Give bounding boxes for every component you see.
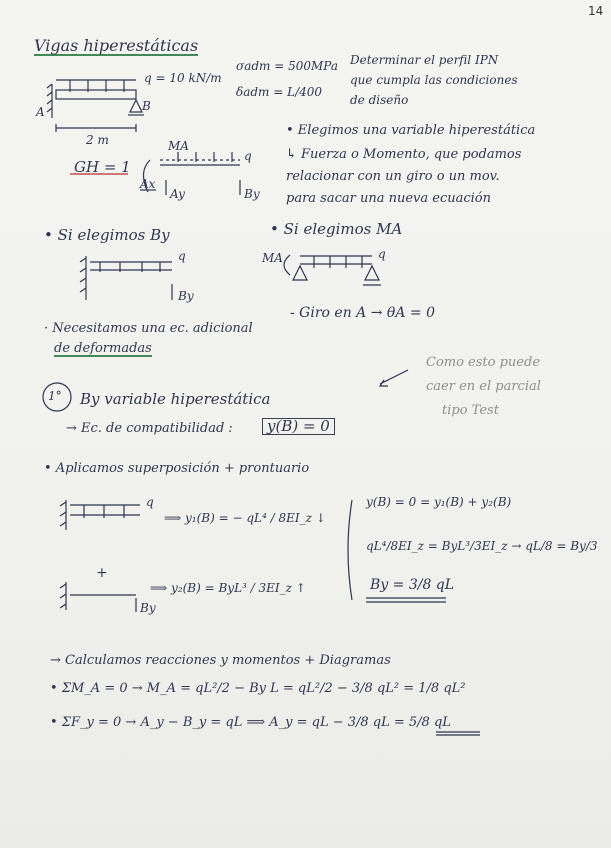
beam-label-a: A: [36, 105, 45, 119]
fbd-by: By: [244, 187, 260, 201]
sigma-adm: σadm = 500MPa: [236, 59, 338, 73]
page-number: 14: [588, 4, 604, 18]
option-by-note-1: · Necesitamos una ec. adicional: [44, 321, 253, 336]
gh-label: GH = 1: [74, 158, 131, 176]
result-line-3: By = 3/8 qL: [370, 577, 455, 593]
delta-adm: δadm = L/400: [236, 85, 323, 99]
choice-line-1: • Elegimos una variable hiperestática: [286, 123, 536, 138]
beam-load-label: q = 10 kN/m: [144, 71, 222, 85]
option-ma-note: - Giro en A → θA = 0: [290, 305, 435, 321]
step-number: 1°: [48, 389, 62, 403]
task-line-1: Determinar el perfil IPN: [350, 53, 499, 67]
fbd-q: q: [244, 149, 252, 163]
result-line-1: y(B) = 0 = y₁(B) + y₂(B): [366, 495, 512, 509]
page-title: Vigas hiperestáticas: [34, 36, 199, 55]
superposition-by: By: [140, 601, 156, 615]
beam-length-label: 2 m: [86, 133, 109, 147]
fbd-ax: Ax: [140, 177, 156, 191]
option-by-q: q: [178, 249, 186, 263]
task-line-3: de diseño: [350, 93, 409, 107]
reactions-title: → Calculamos reacciones y momentos + Diagramas: [50, 653, 391, 668]
beam-label-b: B: [142, 99, 151, 113]
compat-equation: y(B) = 0: [262, 418, 335, 435]
pencil-note-3: tipo Test: [442, 403, 499, 418]
option-ma-title: • Si elegimos MA: [270, 220, 403, 238]
compat-label: → Ec. de compatibilidad :: [66, 421, 233, 436]
step-title: By variable hiperestática: [80, 390, 271, 408]
fbd-ay: Ay: [170, 187, 185, 201]
choice-line-3: relacionar con un giro o un mov.: [286, 169, 500, 184]
choice-line-2: ↳ Fuerza o Momento, que podamos: [286, 147, 522, 162]
superposition-title: • Aplicamos superposición + prontuario: [44, 461, 310, 476]
superposition-eq1: ⟹ y₁(B) = − qL⁴ / 8EI_z ↓: [164, 511, 326, 525]
pencil-note-1: Como esto puede: [426, 355, 541, 370]
option-by-by: By: [178, 289, 194, 303]
reaction-moment: • ΣM_A = 0 → M_A = qL²/2 − By L = qL²/2 − 3/8 qL² = 1/8 qL²: [50, 681, 466, 696]
superposition-eq2: ⟹ y₂(B) = ByL³ / 3EI_z ↑: [150, 581, 306, 595]
option-by-title: • Si elegimos By: [44, 226, 170, 244]
choice-line-4: para sacar una nueva ecuación: [286, 191, 491, 206]
superposition-q: q: [146, 495, 154, 509]
pencil-note-2: caer en el parcial: [426, 379, 541, 394]
task-line-2: que cumpla las condiciones: [350, 73, 518, 87]
result-line-2: qL⁴/8EI_z = ByL³/3EI_z → qL/8 = By/3: [366, 539, 598, 553]
superposition-plus: +: [96, 565, 108, 581]
option-by-note-2: de deformadas: [54, 341, 152, 356]
fbd-ma: MA: [168, 139, 189, 153]
option-ma-q: q: [378, 247, 386, 261]
reaction-force: • ΣF_y = 0 → A_y − B_y = qL ⟹ A_y = qL − 3/8 qL = 5/8 qL: [50, 715, 451, 730]
option-ma-ma: MA: [262, 251, 283, 265]
